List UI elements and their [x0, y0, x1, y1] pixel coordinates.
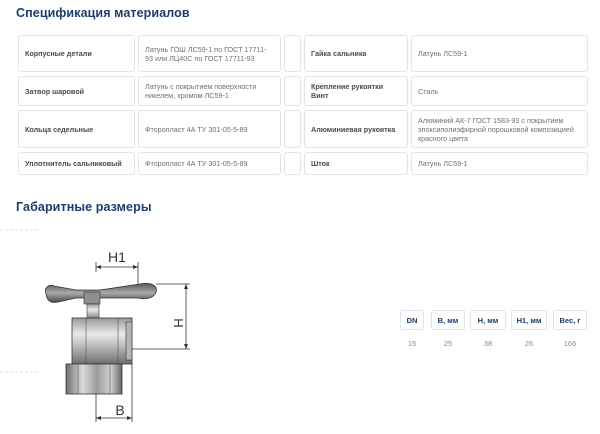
arrow-head	[127, 416, 132, 420]
arrow-head	[184, 344, 188, 349]
materials-section-title: Спецификация материалов	[16, 6, 190, 20]
spec-label: Уплотнитель сальниковый	[18, 152, 135, 175]
spec-value: Латунь ЛС59-1	[411, 152, 588, 175]
valve-body	[72, 318, 132, 364]
spec-value: Фторопласт 4А ТУ 301-05-5-89	[138, 152, 281, 175]
spec-value: Латунь ГОШ ЛС59-1 по ГОСТ 17711-93 или ЛЦ40С по ГОСТ 17711-93	[138, 35, 281, 72]
valve-handle	[45, 283, 156, 302]
dims-value: 26	[524, 338, 534, 348]
spec-label: Гайка сальника	[304, 35, 408, 72]
dims-header: H1, мм	[511, 310, 547, 330]
spec-value: Алюминий АК-7 ГОСТ 1583-93 с покрытием эпоксиполиэфирной порошковой композицией красного цвета	[411, 110, 588, 148]
spec-row	[18, 76, 588, 106]
spec-value: Латунь с покрытием поверхности никелем, хромом ЛС59-1	[138, 76, 281, 106]
dims-value: 38	[483, 338, 493, 348]
h-label: H	[171, 318, 186, 328]
arrow-head	[96, 416, 101, 420]
spec-spacer	[284, 152, 301, 175]
spec-label: Корпусные детали	[18, 35, 135, 72]
spec-label: Шток	[304, 152, 408, 175]
spec-spacer	[284, 110, 301, 148]
dims-header: H, мм	[470, 310, 506, 330]
materials-table	[18, 35, 588, 179]
dims-value: 15	[407, 338, 417, 348]
spec-label: Алюминиевая рукоятка	[304, 110, 408, 148]
spec-value: Латунь ЛС59-1	[411, 35, 588, 72]
arrow-head	[133, 265, 138, 269]
spec-spacer	[284, 35, 301, 72]
valve-dimension-diagram	[0, 222, 220, 434]
spec-label: Затвор шаровой	[18, 76, 135, 106]
spec-value: Фторопласт 4А ТУ 301-05-5-89	[138, 110, 281, 148]
spec-row	[18, 152, 588, 175]
dims-value: 25	[443, 338, 453, 348]
spec-label: Крепление рукоятки Винт	[304, 76, 408, 106]
dims-value: 166	[563, 338, 577, 348]
hex-nut	[66, 364, 122, 394]
spec-label: Кольца седельные	[18, 110, 135, 148]
arrow-head	[96, 265, 101, 269]
body-thread	[126, 322, 132, 360]
spec-value: Сталь	[411, 76, 588, 106]
dims-header: B, мм	[431, 310, 465, 330]
spec-row	[18, 110, 588, 148]
h1-label: H1	[108, 249, 126, 265]
spec-row	[18, 35, 588, 72]
spec-spacer	[284, 76, 301, 106]
dims-header: DN	[400, 310, 424, 330]
handle-hub	[84, 292, 100, 304]
arrow-head	[184, 284, 188, 289]
dimensions-section-title: Габаритные размеры	[16, 200, 152, 214]
dims-header: Вес, г	[553, 310, 587, 330]
b-label: B	[115, 402, 125, 418]
